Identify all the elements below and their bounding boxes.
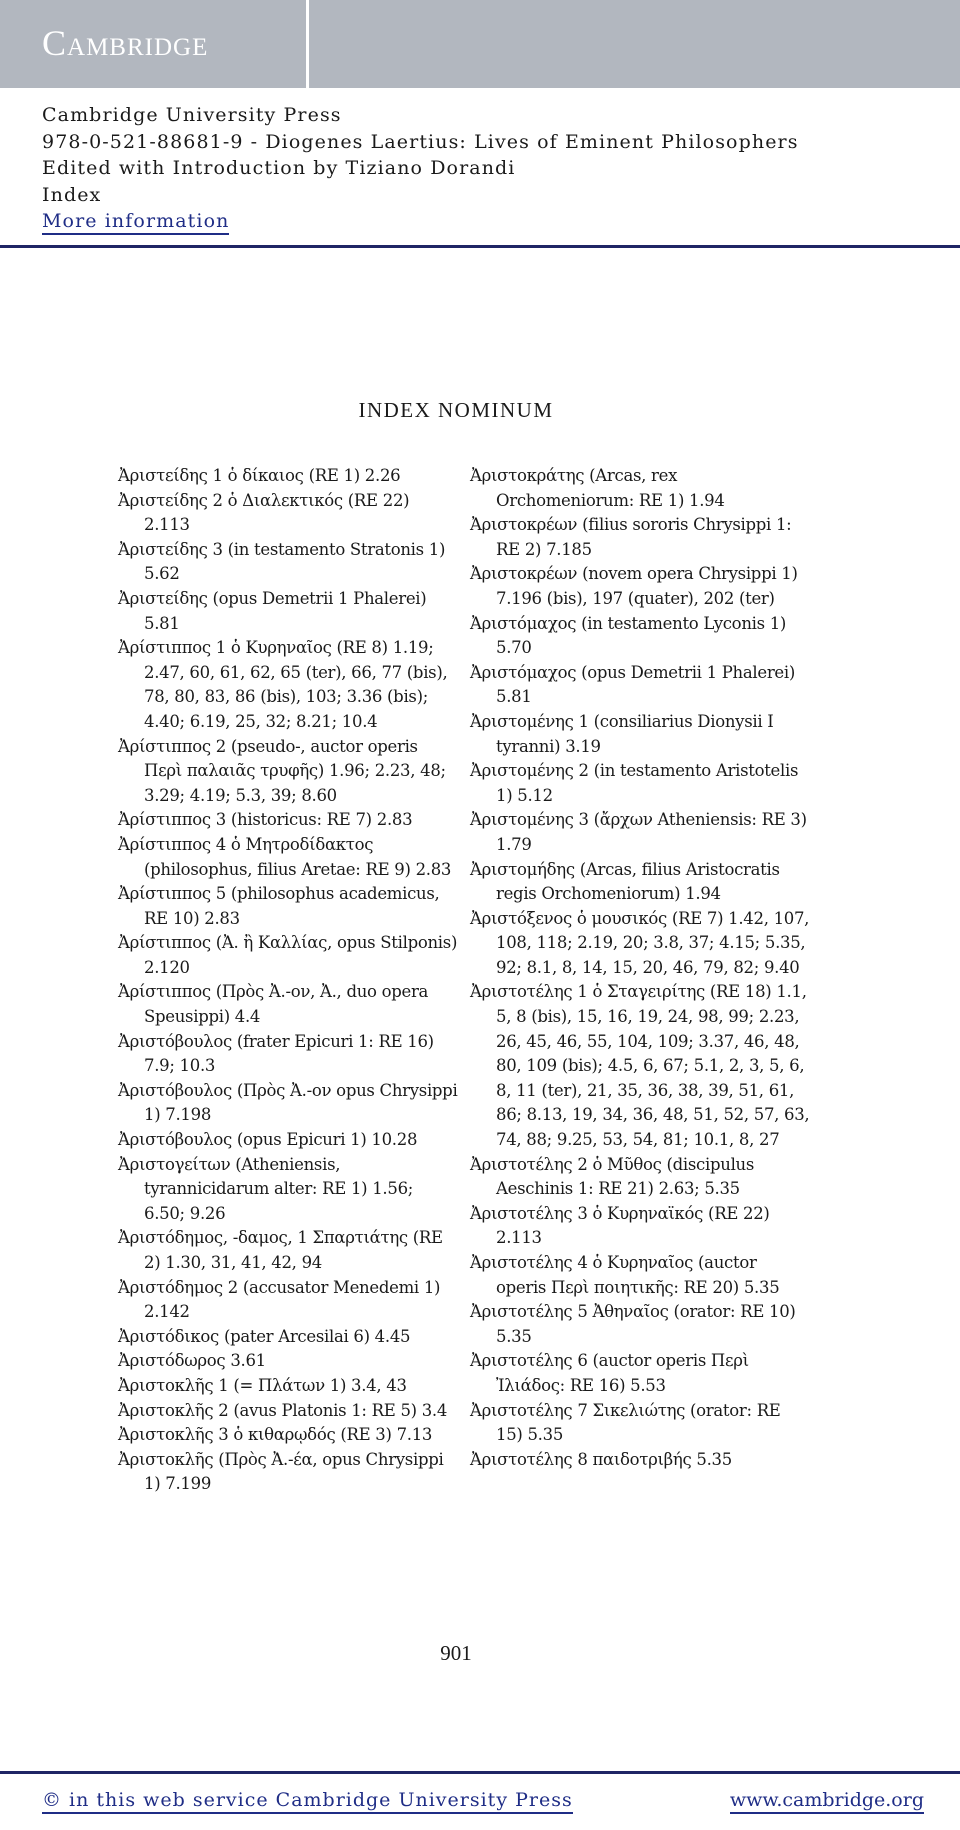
index-entry-text: Ἀρίστιππος 1 ὁ Κυρηναῖος (RE 8) 1.19; 2.47, 60, 61, 62, 65 (ter), 66, 77 (bis), 78, 80, 83, 86 (bis), 103; 3.36 (bis); 4.40; 6.19, 25, 32; 8.21; 10.4	[118, 638, 448, 731]
index-entry	[470, 1251, 810, 1300]
index-entry-text: Ἀριστοκρέων (filius sororis Chrysippi 1: RE 2) 7.185	[470, 515, 792, 559]
index-entry	[118, 464, 458, 489]
isbn-title-line: 978-0-521-88681-9 - Diogenes Laertius: Lives of Eminent Philosophers	[42, 130, 799, 153]
index-column-right	[470, 464, 810, 1472]
section-line: Index	[42, 183, 102, 206]
index-entry	[118, 1448, 458, 1497]
index-entry	[118, 1153, 458, 1227]
index-entry-text: Ἀριστογείτων (Atheniensis, tyrannicidarum alter: RE 1) 1.56; 6.50; 9.26	[118, 1154, 414, 1223]
index-entry-text: Ἀριστόμαχος (opus Demetrii 1 Phalerei) 5.81	[470, 662, 796, 707]
index-entry-text: Ἀριστόμαχος (in testamento Lyconis 1) 5.70	[470, 613, 787, 658]
header-rule	[0, 245, 960, 248]
index-entry	[118, 808, 458, 833]
website-link[interactable]: www.cambridge.org	[730, 1789, 924, 1814]
index-entry-text: Ἀριστόβουλος (opus Epicuri 1) 10.28	[118, 1130, 418, 1150]
index-entry-text: Ἀριστόδικος (pater Arcesilai 6) 4.45	[118, 1326, 411, 1346]
index-entry-text: Ἀριστοτέλης 8 παιδοτριβής 5.35	[470, 1449, 732, 1469]
index-entry	[118, 1079, 458, 1128]
index-entry-text: Ἀριστόβουλος (frater Epicuri 1: RE 16) 7.9; 10.3	[118, 1031, 434, 1076]
more-information-link[interactable]: More information	[42, 210, 229, 235]
index-entry-text: Ἀριστοκλῆς 3 ὁ κιθαρῳδός (RE 3) 7.13	[118, 1425, 433, 1445]
index-entry-text: Ἀριστόδημος, -δαμος, 1 Σπαρτιάτης (RE 2) 1.30, 31, 41, 42, 94	[118, 1228, 443, 1272]
index-entry-text: Ἀριστομένης 1 (consiliarius Dionysii I tyranni) 3.19	[470, 711, 774, 756]
index-entry	[118, 538, 458, 587]
index-column-left	[118, 464, 458, 1497]
index-entry	[470, 759, 810, 808]
index-entry	[118, 1423, 458, 1448]
index-entry-text: Ἀριστοτέλης 7 Σικελιώτης (orator: RE 15) 5.35	[470, 1400, 781, 1445]
index-entry-text: Ἀριστοτέλης 3 ὁ Κυρηναϊκός (RE 22) 2.113	[470, 1203, 770, 1248]
index-entry	[118, 931, 458, 980]
index-entry	[470, 1448, 810, 1473]
index-entry-text: Ἀριστοτέλης 5 Ἀθηναῖος (orator: RE 10) 5.35	[470, 1302, 796, 1346]
index-entry	[470, 1153, 810, 1202]
index-entry	[118, 1276, 458, 1325]
index-entry	[118, 1030, 458, 1079]
index-entry-text: Ἀριστείδης (opus Demetrii 1 Phalerei) 5.81	[118, 588, 427, 633]
index-entry	[470, 1349, 810, 1398]
banner-divider	[306, 0, 309, 88]
index-entry-text: Ἀριστοτέλης 6 (auctor operis Περὶ Ἰλιάδος: RE 16) 5.53	[470, 1351, 749, 1395]
index-entry	[118, 882, 458, 931]
index-entry-text: Ἀριστοτέλης 1 ὁ Σταγειρίτης (RE 18) 1.1, 5, 8 (bis), 15, 16, 19, 24, 98, 99; 2.23, 26, 45, 46, 55, 104, 109; 3.37, 46, 48, 80, 109 (bis); 4.5, 6, 67; 5.1, 2, 3, 5, 6, 8, 11 (ter), 21, 35, 36, 38, 39, 51, 61, 86; 8.13, 19, 34, 36, 48, 51, 52, 57, 63, 74, 88; 9.25, 53, 54, 81; 10.1, 8, 27	[470, 982, 810, 1150]
index-entry-text: Ἀρίστιππος 3 (historicus: RE 7) 2.83	[118, 810, 413, 830]
index-entry	[470, 858, 810, 907]
index-entry-text: Ἀριστοκλῆς 2 (avus Platonis 1: RE 5) 3.4	[118, 1400, 448, 1420]
index-entry	[118, 735, 458, 809]
index-entry	[470, 661, 810, 710]
index-entry-text: Ἀριστοκλῆς (Πρὸς Ἀ.-έα, opus Chrysippi 1) 7.199	[118, 1449, 444, 1494]
index-entry	[118, 1349, 458, 1374]
index-entry	[118, 1374, 458, 1399]
index-entry	[470, 612, 810, 661]
index-entry-text: Ἀρίστιππος 4 ὁ Μητροδίδακτος (philosophus, filius Aretae: RE 9) 2.83	[118, 834, 452, 879]
index-entry	[470, 710, 810, 759]
index-entry-text: Ἀριστόξενος ὁ μουσικός (RE 7) 1.42, 107, 108, 118; 2.19, 20; 3.8, 37; 4.15; 5.35, 92; 8.1, 8, 14, 15, 20, 46, 79, 82; 9.40	[470, 908, 810, 977]
index-entry-text: Ἀριστείδης 3 (in testamento Stratonis 1) 5.62	[118, 539, 446, 584]
index-entry-text: Ἀρίστιππος 5 (philosophus academicus, RE 10) 2.83	[118, 884, 440, 928]
index-entry	[470, 1399, 810, 1448]
page-title: INDEX NOMINUM	[358, 398, 554, 422]
page-number: 901	[440, 1641, 472, 1665]
index-entry-text: Ἀριστοτέλης 4 ὁ Κυρηναῖος (auctor operis Περὶ ποιητικῆς: RE 20) 5.35	[470, 1253, 780, 1297]
index-entry	[118, 1399, 458, 1424]
index-entry-text: Ἀριστομήδης (Arcas, filius Aristocratis regis Orchomeniorum) 1.94	[470, 859, 780, 904]
index-entry-text: Ἀριστομένης 2 (in testamento Aristotelis 1) 5.12	[470, 761, 799, 805]
publisher-line: Cambridge University Press	[42, 104, 342, 126]
footer-rule	[0, 1771, 960, 1774]
cambridge-logo: Cambridge	[42, 23, 209, 63]
index-entry	[470, 1300, 810, 1349]
index-entry-text: Ἀρίστιππος (Πρὸς Ἀ.-ον, Ἀ., duo opera Speusippi) 4.4	[118, 982, 429, 1027]
index-entry-text: Ἀριστόδωρος 3.61	[118, 1351, 266, 1371]
index-entry	[118, 1128, 458, 1153]
index-entry	[118, 1325, 458, 1350]
copyright-link[interactable]: © in this web service Cambridge University Press	[42, 1789, 573, 1814]
index-entry	[118, 636, 458, 734]
book-metadata	[42, 102, 922, 235]
index-entry-text: Ἀριστομένης 3 (ἄρχων Atheniensis: RE 3) 1.79	[470, 810, 807, 854]
index-entry-text: Ἀρίστιππος (Ἀ. ἢ Καλλίας, opus Stilponis) 2.120	[118, 933, 458, 977]
index-entry-text: Ἀρίστιππος 2 (pseudo-, auctor operis Περὶ παλαιᾶς τρυφῆς) 1.96; 2.23, 48; 3.29; 4.19; 5.3, 39; 8.60	[118, 736, 446, 805]
index-entry	[118, 833, 458, 882]
index-entry	[470, 980, 810, 1152]
index-entry-text: Ἀριστείδης 2 ὁ Διαλεκτικός (RE 22) 2.113	[118, 490, 410, 535]
index-entry	[118, 489, 458, 538]
index-entry-text: Ἀριστείδης 1 ὁ δίκαιος (RE 1) 2.26	[118, 466, 401, 485]
index-entry-text: Ἀριστόβουλος (Πρὸς Ἀ.-ον opus Chrysippi 1) 7.198	[118, 1080, 458, 1125]
index-entry-text: Ἀριστόδημος 2 (accusator Menedemi 1) 2.142	[118, 1277, 441, 1322]
index-entry	[470, 513, 810, 562]
index-entry	[470, 1202, 810, 1251]
index-entry	[470, 464, 810, 513]
index-entry-text: Ἀριστοκλῆς 1 (= Πλάτων 1) 3.4, 43	[118, 1375, 407, 1395]
index-entry	[118, 1226, 458, 1275]
index-entry-text: Ἀριστοκρέων (novem opera Chrysippi 1) 7.196 (bis), 197 (quater), 202 (ter)	[470, 564, 798, 608]
index-entry	[470, 907, 810, 981]
index-entry	[470, 808, 810, 857]
index-entry	[470, 562, 810, 611]
index-entry	[118, 587, 458, 636]
index-entry-text: Ἀριστοκράτης (Arcas, rex Orchomeniorum: RE 1) 1.94	[470, 466, 725, 510]
index-entry-text: Ἀριστοτέλης 2 ὁ Μῦθος (discipulus Aeschinis 1: RE 21) 2.63; 5.35	[470, 1154, 755, 1199]
index-entry	[118, 980, 458, 1029]
editor-line: Edited with Introduction by Tiziano Dorandi	[42, 157, 516, 179]
publisher-banner	[0, 0, 960, 88]
